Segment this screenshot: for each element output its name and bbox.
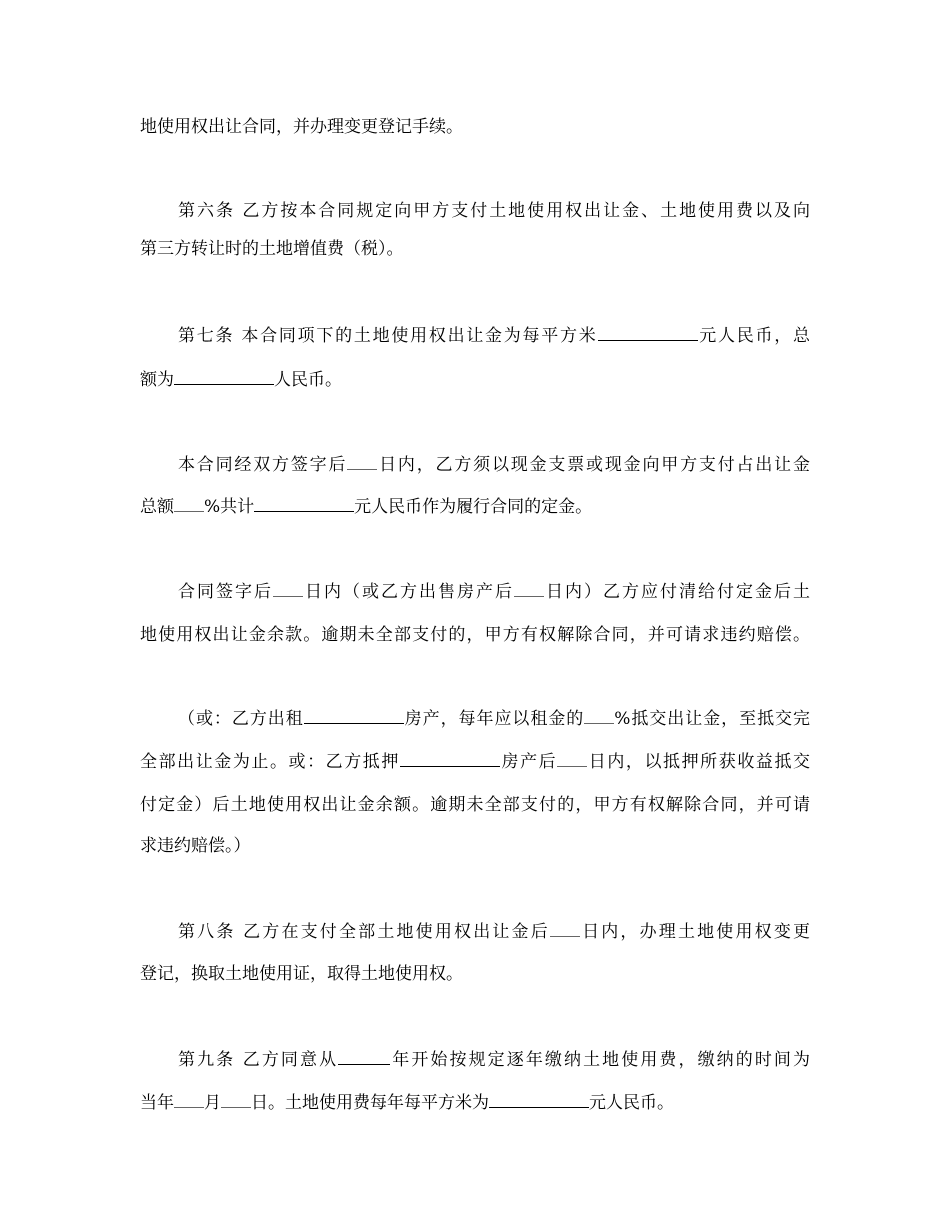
text-segment: 当年 — [140, 1093, 174, 1113]
text-segment: 本合同经双方签字后 — [178, 455, 348, 475]
text-segment: 第九条 乙方同意从 — [178, 1050, 339, 1070]
fill-in-blank — [584, 721, 614, 724]
text-segment: 第六条 乙方按本合同规定向甲方支付土地使用权出让金、土地使用费以及向 — [178, 201, 810, 221]
fill-in-blank — [338, 1062, 390, 1065]
text-line — [178, 324, 810, 348]
text-segment: （或：乙方出租 — [178, 709, 304, 729]
text-segment: %共计 — [204, 497, 255, 517]
text-segment: 地使用权出让金余款。逾期未全部支付的，甲方有权解除合同，并可请求违约赔偿。 — [140, 625, 810, 645]
text-segment: 额为 — [140, 370, 174, 390]
text-segment: 付定金）后土地使用权出让金余额。逾期未全部支付的，甲方有权解除合同，并可请 — [140, 795, 810, 815]
text-segment: 房产，每年应以租金的 — [403, 709, 585, 729]
fill-in-blank — [550, 934, 580, 937]
text-segment: 地使用权出让合同，并办理变更登记手续。 — [140, 117, 463, 137]
text-line — [140, 368, 810, 392]
text-segment: 元人民币。 — [589, 1093, 674, 1113]
text-segment: 总额 — [140, 497, 174, 517]
text-line — [178, 453, 810, 477]
fill-in-blank — [557, 764, 587, 767]
text-segment: 元人民币作为履行合同的定金。 — [354, 497, 593, 517]
text-line — [178, 580, 810, 604]
text-line — [140, 115, 810, 139]
text-segment: 人民币。 — [274, 370, 342, 390]
fill-in-blank — [221, 1105, 251, 1108]
fill-in-blank — [304, 721, 404, 724]
text-segment: 年开始按规定逐年缴纳土地使用费，缴纳的时间为 — [390, 1050, 811, 1070]
text-line — [140, 793, 810, 817]
text-segment: 日内）乙方应付清给付定金后土 — [544, 582, 810, 602]
text-segment: 第七条 本合同项下的土地使用权出让金为每平方米 — [178, 326, 598, 346]
text-segment: 第八条 乙方在支付全部土地使用权出让金后 — [178, 922, 550, 942]
text-line — [140, 962, 810, 986]
text-segment: 日内，乙方须以现金支票或现金向甲方支付占出让金 — [377, 455, 810, 475]
text-line — [140, 750, 810, 774]
text-segment: 房产后 — [499, 752, 558, 772]
text-line — [140, 237, 810, 261]
text-segment: 日内，以抵押所获收益抵交 — [587, 752, 811, 772]
fill-in-blank — [174, 382, 274, 385]
text-segment: 登记，换取土地使用证，取得土地使用权。 — [140, 964, 463, 984]
fill-in-blank — [174, 1105, 204, 1108]
text-segment: 第三方转让时的土地增值费（税）。 — [140, 239, 404, 259]
text-segment: 全部出让金为止。或：乙方抵押 — [140, 752, 400, 772]
text-line — [140, 623, 810, 647]
fill-in-blank — [174, 509, 204, 512]
text-line — [140, 495, 810, 519]
text-line — [140, 834, 810, 858]
text-segment: 元人民币，总 — [697, 326, 810, 346]
text-segment: 求违约赔偿。） — [140, 836, 251, 856]
text-segment: 日内，办理土地使用权变更 — [579, 922, 811, 942]
text-line — [178, 707, 810, 731]
fill-in-blank — [514, 594, 544, 597]
text-segment: %抵交出让金，至抵交完 — [614, 709, 811, 729]
text-line — [140, 1091, 810, 1115]
fill-in-blank — [400, 764, 500, 767]
text-segment: 日。土地使用费每年每平方米为 — [251, 1093, 489, 1113]
fill-in-blank — [273, 594, 303, 597]
text-segment: 月 — [204, 1093, 221, 1113]
fill-in-blank — [254, 509, 354, 512]
fill-in-blank — [489, 1105, 589, 1108]
fill-in-blank — [598, 338, 698, 341]
text-segment: 日内（或乙方出售房产后 — [303, 582, 514, 602]
text-segment: 合同签字后 — [178, 582, 273, 602]
text-line — [178, 1048, 810, 1072]
fill-in-blank — [347, 467, 377, 470]
text-line — [178, 199, 810, 223]
text-line — [178, 920, 810, 944]
